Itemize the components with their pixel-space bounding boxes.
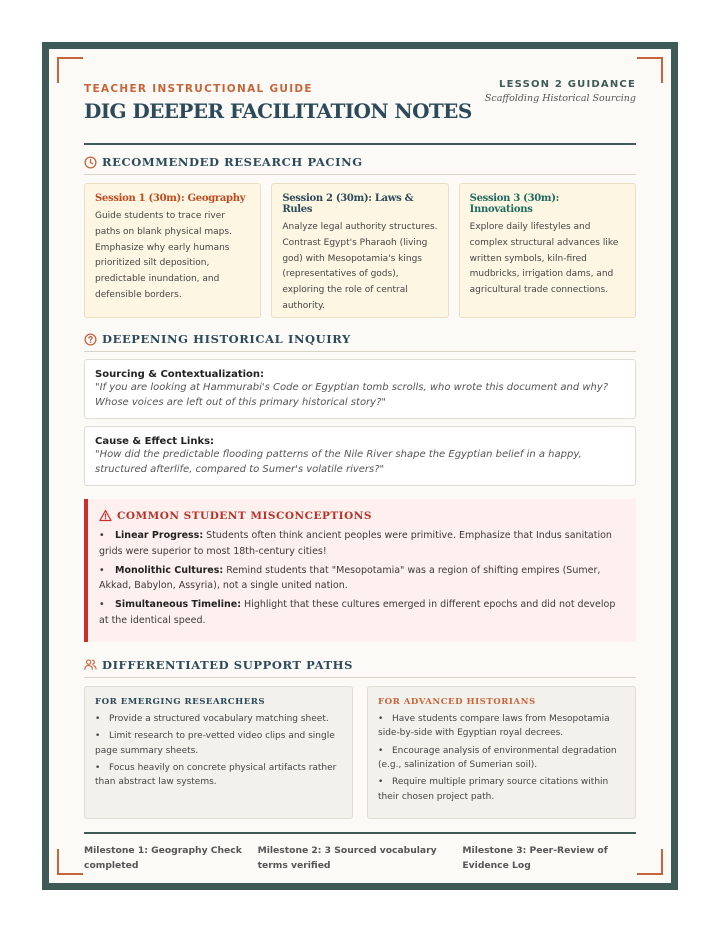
warning-triangle-icon	[99, 509, 112, 522]
inquiry-question: "How did the predictable flooding patterns of the Nile River shape the Egyptian belief in a happy, structured afterlife, compared to Sumer's volatile rivers?"	[95, 449, 582, 475]
list-item	[99, 563, 624, 595]
misconception-term: Linear Progress:	[115, 530, 204, 541]
milestone-3: Milestone 3: Peer-Review of Evidence Log	[462, 845, 608, 871]
section-heading-label: DEEPENING HISTORICAL INQUIRY	[102, 332, 351, 346]
bullet-glyph: •	[99, 530, 105, 541]
session-card-3	[459, 183, 636, 318]
list-item	[99, 597, 624, 629]
corner-ornament	[57, 849, 83, 875]
bullet-glyph: •	[95, 713, 101, 724]
corner-ornament	[57, 57, 83, 83]
section-heading-label: RECOMMENDED RESEARCH PACING	[102, 155, 363, 169]
bullet-glyph: •	[95, 763, 101, 773]
support-card-title: FOR EMERGING RESEARCHERS	[95, 696, 266, 707]
bullet-glyph: •	[99, 599, 105, 611]
lesson-subtitle: Scaffolding Historical Sourcing	[484, 93, 636, 104]
clock-icon	[84, 156, 97, 169]
corner-ornament	[637, 849, 663, 875]
section-heading-label: COMMON STUDENT MISCONCEPTIONS	[117, 509, 372, 522]
session-cards	[84, 183, 636, 318]
inquiry-title: Sourcing & Contextualization:	[95, 369, 265, 380]
session-title: Session 2 (30m): Laws & Rules	[282, 193, 414, 215]
list-item	[99, 528, 624, 560]
misconception-text: Students often think ancient peoples were primitive. Emphasize that Indus sanitation grids were superior to most 18th-century cities!	[99, 530, 612, 557]
lesson-info	[485, 79, 636, 104]
inquiry-title: Cause & Effect Links:	[95, 436, 215, 447]
inquiry-card-sourcing	[84, 359, 636, 419]
misconception-text: Remind students that "Mesopotamia" was a region of shifting empires (Sumer, Akkad, Babylon, Assyria), not a single united nation.	[99, 564, 601, 592]
bullet-glyph: •	[95, 731, 101, 742]
session-title: Session 3 (30m): Innovations	[469, 193, 560, 215]
misconceptions-list	[99, 528, 624, 629]
session-card-1	[84, 183, 261, 318]
support-list	[95, 712, 342, 790]
support-card-emerging	[84, 686, 353, 819]
bullet-glyph: •	[378, 745, 384, 756]
bullet-glyph: •	[378, 777, 384, 788]
page-title: DIG DEEPER FACILITATION NOTES	[84, 99, 472, 123]
users-icon	[84, 658, 97, 671]
list-item	[378, 712, 625, 741]
support-card-advanced	[367, 686, 636, 819]
inquiry-question: "If you are looking at Hammurabi's Code or Egyptian tomb scrolls, who wrote this document and why? Whose voices are left out of this primary historical story?"	[95, 382, 609, 408]
support-item-text: Provide a structured vocabulary matching sheet.	[109, 713, 329, 724]
inquiry-section-heading	[84, 332, 636, 352]
list-item	[95, 712, 342, 726]
support-columns	[84, 686, 636, 819]
session-body: Guide students to trace river paths on blank physical maps. Emphasize why early humans prioritized silt deposition, predictable inundation, and defensible borders.	[95, 211, 232, 300]
lesson-label: LESSON 2 GUIDANCE	[499, 79, 636, 90]
list-item	[378, 775, 625, 804]
session-body: Explore daily lifestyles and complex structural advances like written symbols, kiln-fired mudbricks, irrigation dams, and agricultural trade connections.	[469, 222, 619, 296]
page-frame	[42, 42, 678, 890]
session-title: Session 1 (30m): Geography	[95, 193, 246, 204]
milestone-footer	[84, 832, 636, 873]
misconception-term: Simultaneous Timeline:	[115, 599, 242, 611]
list-item	[95, 729, 342, 758]
bullet-glyph: •	[378, 713, 384, 724]
milestone-2: Milestone 2: 3 Sourced vocabulary terms verified	[257, 845, 437, 871]
misconceptions-callout	[84, 499, 636, 642]
support-list	[378, 712, 625, 804]
support-item-text: Encourage analysis of environmental degradation (e.g., salinization of Sumerian soil).	[378, 745, 617, 770]
milestone-1: Milestone 1: Geography Check completed	[84, 845, 242, 871]
question-circle-icon	[84, 333, 97, 346]
pacing-section-heading	[84, 155, 636, 175]
misconception-term: Monolithic Cultures:	[115, 564, 224, 576]
support-item-text: Focus heavily on concrete physical artifacts rather than abstract law systems.	[95, 763, 337, 788]
support-item-text: Have students compare laws from Mesopotamia side-by-side with Egyptian royal decrees.	[378, 713, 610, 739]
misconceptions-heading	[99, 509, 624, 522]
support-section-heading	[84, 658, 636, 678]
session-body: Analyze legal authority structures. Contrast Egypt's Pharaoh (living god) with Mesopotamia's kings (representatives of gods), exploring the role of central authority.	[282, 222, 438, 311]
misconception-text: Highlight that these cultures emerged in different epochs and did not develop at the identical speed.	[99, 599, 616, 626]
corner-ornament	[637, 57, 663, 83]
session-card-2	[271, 183, 448, 318]
bullet-glyph: •	[99, 564, 105, 576]
list-item	[95, 761, 342, 790]
eyebrow-label: TEACHER INSTRUCTIONAL GUIDE	[84, 83, 313, 95]
inquiry-card-cause-effect	[84, 426, 636, 486]
support-item-text: Limit research to pre-vetted video clips and single page summary sheets.	[95, 731, 335, 756]
document-header	[84, 49, 636, 145]
list-item	[378, 744, 625, 773]
support-card-title: FOR ADVANCED HISTORIANS	[378, 696, 536, 707]
document-page	[49, 49, 671, 883]
support-item-text: Require multiple primary source citations within their chosen project path.	[378, 777, 609, 802]
section-heading-label: DIFFERENTIATED SUPPORT PATHS	[102, 657, 354, 672]
